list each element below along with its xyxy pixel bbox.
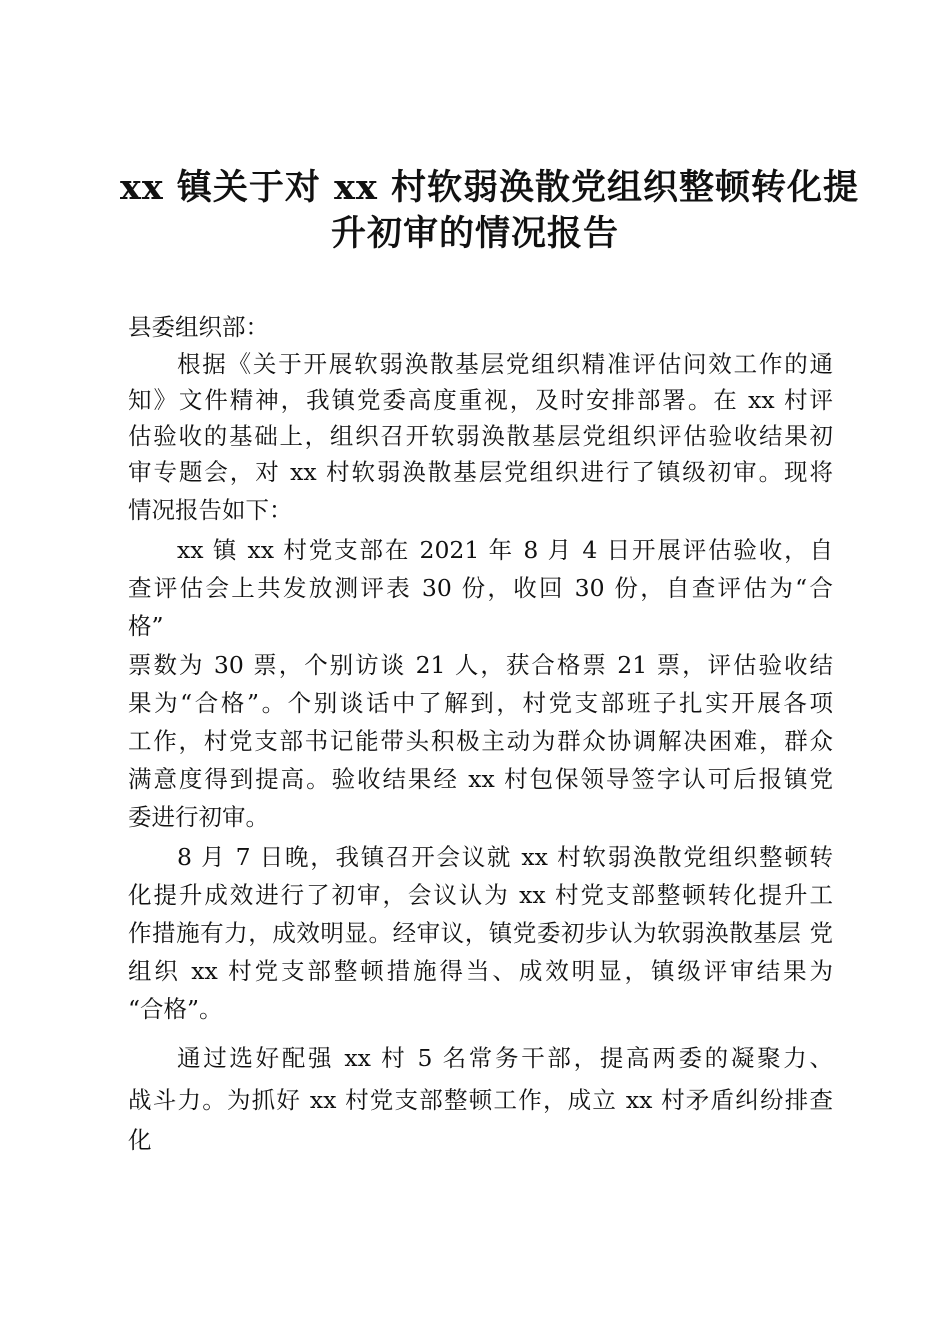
body-line: 审专题会，对 xx 村软弱涣散基层党组织进行了镇级初审。现将 — [128, 458, 833, 486]
title-line-1: xx 镇关于对 xx 村软弱涣散党组织整顿转化提 — [120, 167, 860, 208]
body-line: 知》文件精神，我镇党委高度重视，及时安排部署。在 xx 村评 — [128, 386, 833, 414]
body-line: 根据《关于开展软弱涣散基层党组织精准评估问效工作的通 — [177, 350, 833, 378]
body-line: “合格”。 — [128, 995, 223, 1023]
body-line: 化提升成效进行了初审，会议认为 xx 村党支部整顿转化提升工 — [128, 881, 833, 909]
body-line: 情况报告如下： — [128, 496, 293, 524]
body-line: 委进行初审。 — [128, 803, 269, 831]
body-line: 作措施有力，成效明显。经审议，镇党委初步认为软弱涣散基层 党 — [128, 919, 833, 947]
body-line: 化 — [128, 1126, 152, 1154]
body-line: 票数为 30 票，个别访谈 21 人，获合格票 21 票，评估验收结 — [128, 651, 833, 679]
body-line: 格” — [128, 612, 164, 640]
body-line: 通过选好配强 xx 村 5 名常务干部，提高两委的凝聚力、 — [177, 1044, 833, 1072]
title-line-2: 升初审的情况报告 — [330, 213, 619, 254]
body-line: 工作，村党支部书记能带头积极主动为群众协调解决困难，群众 — [128, 727, 833, 755]
salutation: 县委组织部： — [128, 313, 269, 341]
body-line: xx 镇 xx 村党支部在 2021 年 8 月 4 日开展评估验收，自 — [177, 536, 833, 564]
body-line: 估验收的基础上，组织召开软弱涣散基层党组织评估验收结果初 — [128, 422, 833, 450]
body-line: 8 月 7 日晚，我镇召开会议就 xx 村软弱涣散党组织整顿转 — [177, 843, 833, 871]
body-line: 查评估会上共发放测评表 30 份，收回 30 份，自查评估为“合 — [128, 574, 833, 602]
body-line: 果为“合格”。个别谈话中了解到，村党支部班子扎实开展各项 — [128, 689, 833, 717]
document-title — [120, 165, 860, 257]
body-line: 满意度得到提高。验收结果经 xx 村包保领导签字认可后报镇党 — [128, 765, 833, 793]
body-line: 战斗力。为抓好 xx 村党支部整顿工作，成立 xx 村矛盾纠纷排查 — [128, 1086, 833, 1114]
body-line: 组织 xx 村党支部整顿措施得当、成效明显，镇级评审结果为 — [128, 957, 833, 985]
